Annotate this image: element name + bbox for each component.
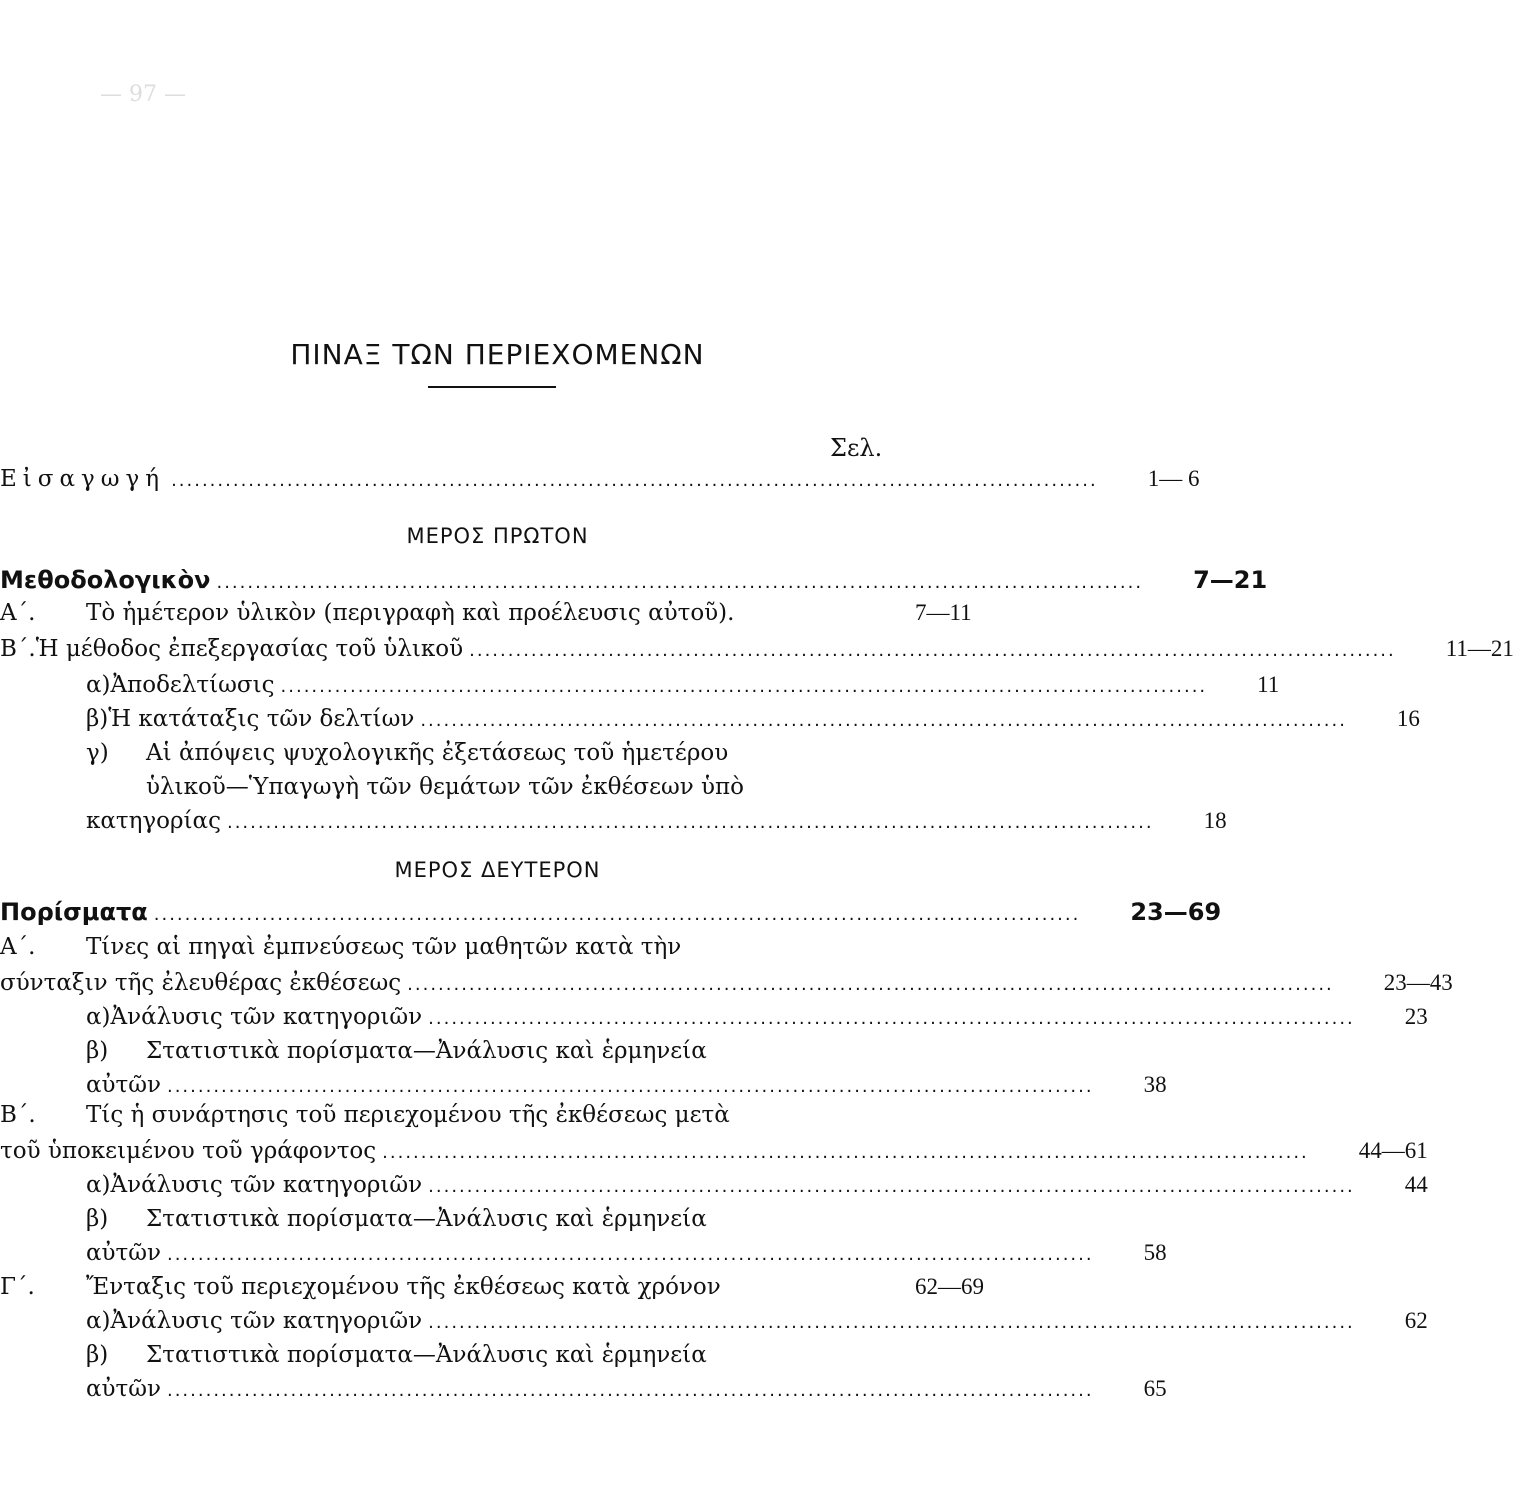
dot-leader: ........................................................................................................................ xyxy=(166,1244,1094,1265)
dot-leader: ........................................................................................................................ xyxy=(226,812,1154,833)
entry-text: Ἀποδελτίωσις xyxy=(110,672,275,698)
entry-page: 18 xyxy=(1203,808,1227,833)
toc-entry xyxy=(0,1004,1428,1038)
dot-leader: ........................................................................................................................ xyxy=(382,1142,1309,1163)
entry-label: α) xyxy=(86,672,111,698)
toc-entry xyxy=(0,808,1227,842)
entry-label: γ) xyxy=(86,740,109,766)
toc-entry xyxy=(0,1138,1428,1172)
entry-page: 62 xyxy=(1404,1308,1428,1333)
toc-entry xyxy=(0,1274,995,1308)
entry-label: β) xyxy=(86,706,109,732)
dot-leader: ........................................................................................................................ xyxy=(166,1076,1094,1097)
page-column-header: Σελ. xyxy=(830,434,883,462)
title-underline xyxy=(428,386,556,388)
entry-label: α) xyxy=(86,1004,111,1030)
entry-label: α) xyxy=(86,1172,111,1198)
part-heading-first: ΜΕΡΟΣ ΠΡΩΤΟΝ xyxy=(406,524,589,548)
page-title: ΠΙΝΑΞ ΤΩΝ ΠΕΡΙΕΧΟΜΕΝΩΝ xyxy=(290,338,705,371)
entry-page: 62—69 xyxy=(915,1274,984,1299)
entry-page: 65 xyxy=(1143,1376,1167,1401)
entry-page: 58 xyxy=(1143,1240,1167,1265)
dot-leader: ........................................................................................................................ xyxy=(280,676,1208,697)
entry-page: 44—61 xyxy=(1358,1138,1428,1163)
entry-page: 11 xyxy=(1257,672,1280,697)
dot-leader: ........................................................................................................................ xyxy=(407,974,1334,995)
entry-label: Β΄. xyxy=(0,636,36,662)
entry-page: 44 xyxy=(1404,1172,1428,1197)
page-number: — 97 — xyxy=(100,82,186,107)
toc-entry xyxy=(0,1342,995,1376)
entry-label: β) xyxy=(86,1206,109,1232)
entry-text: Ἀνάλυσις τῶν κατηγοριῶν xyxy=(110,1308,423,1334)
entry-text: αὐτῶν xyxy=(86,1376,161,1402)
entry-text: Ἡ μέθοδος ἐπεξεργασίας τοῦ ὑλικοῦ xyxy=(35,636,464,662)
entry-page: 38 xyxy=(1143,1072,1167,1097)
entry-label: α) xyxy=(86,1308,111,1334)
entry-text: Εἰσαγωγή xyxy=(0,466,166,492)
entry-label: β) xyxy=(86,1038,109,1064)
toc-entry xyxy=(0,1102,995,1136)
dot-leader: ........................................................................................................................ xyxy=(428,1312,1355,1333)
entry-text: Ἡ κατάταξις τῶν δελτίων xyxy=(108,706,415,732)
toc-entry xyxy=(0,1240,1167,1274)
dot-leader: ........................................................................................................................ xyxy=(469,640,1396,661)
entry-text: αὐτῶν xyxy=(86,1072,161,1098)
entry-text: κατηγορίας xyxy=(86,808,221,834)
entry-page: 7—21 xyxy=(1193,566,1268,594)
toc-entry xyxy=(0,740,995,774)
entry-page: 23—69 xyxy=(1130,898,1222,926)
toc-entry xyxy=(0,1172,1428,1206)
entry-text: Τὸ ἡμέτερον ὑλικὸν (περιγραφὴ καὶ προέλευσις αὐτοῦ). xyxy=(86,600,735,626)
entry-text: τοῦ ὑποκειμένου τοῦ γράφοντος xyxy=(0,1138,377,1164)
entry-text: Στατιστικὰ πορίσματα—Ἀνάλυσις καὶ ἑρμηνεία xyxy=(146,1342,707,1368)
entry-text: Ἀνάλυσις τῶν κατηγοριῶν xyxy=(110,1004,423,1030)
entry-page: 7—11 xyxy=(915,600,972,625)
entry-text: Τίς ἡ συνάρτησις τοῦ περιεχομένου τῆς ἐκθέσεως μετὰ xyxy=(86,1102,730,1128)
dot-leader: ........................................................................................................................ xyxy=(420,710,1347,731)
entry-page: 16 xyxy=(1396,706,1420,731)
dot-leader: ........................................................................................................................ xyxy=(428,1176,1355,1197)
entry-text: Μεθοδολογικὸν xyxy=(0,566,211,594)
toc-entry xyxy=(0,1376,1167,1410)
dot-leader: ........................................................................................................................ xyxy=(166,1380,1094,1401)
entry-text: Πορίσματα xyxy=(0,898,148,926)
entry-label: Α΄. xyxy=(0,934,36,960)
entry-text: Ἔνταξις τοῦ περιεχομένου τῆς ἐκθέσεως κατὰ χρόνον xyxy=(86,1274,721,1300)
dot-leader: ........................................................................................................................ xyxy=(216,572,1144,593)
entry-text: αὐτῶν xyxy=(86,1240,161,1266)
toc-entry xyxy=(0,774,995,808)
toc-entry xyxy=(0,970,1453,1004)
entry-page: 23 xyxy=(1404,1004,1428,1029)
toc-entry xyxy=(0,1206,995,1240)
toc-entry xyxy=(0,600,995,634)
toc-entry xyxy=(0,706,1420,740)
entry-text: Ἀνάλυσις τῶν κατηγοριῶν xyxy=(110,1172,423,1198)
toc-entry xyxy=(0,898,1222,932)
dot-leader: ........................................................................................................................ xyxy=(428,1008,1355,1029)
entry-text: Στατιστικὰ πορίσματα—Ἀνάλυσις καὶ ἑρμηνεία xyxy=(146,1038,707,1064)
entry-text: Αἱ ἀπόψεις ψυχολογικῆς ἐξετάσεως τοῦ ἡμετέρου xyxy=(146,740,729,766)
entry-page: 11—21 xyxy=(1445,636,1514,661)
entry-text: ὑλικοῦ—Ὑπαγωγὴ τῶν θεμάτων τῶν ἐκθέσεων ὑπὸ xyxy=(146,774,744,800)
dot-leader: ........................................................................................................................ xyxy=(171,470,1098,491)
entry-page: 1— 6 xyxy=(1147,466,1200,491)
entry-text: σύνταξιν τῆς ἐλευθέρας ἐκθέσεως xyxy=(0,970,402,996)
entry-label: β) xyxy=(86,1342,109,1368)
entry-page: 23—43 xyxy=(1383,970,1453,995)
toc-entry xyxy=(0,672,1280,706)
entry-text: Στατιστικὰ πορίσματα—Ἀνάλυσις καὶ ἑρμηνεία xyxy=(146,1206,707,1232)
toc-entry xyxy=(0,1072,1167,1106)
dot-leader: ........................................................................................................................ xyxy=(153,904,1081,925)
toc-entry xyxy=(0,566,1268,600)
entry-label: Γ΄. xyxy=(0,1274,35,1300)
entry-label: Β΄. xyxy=(0,1102,36,1128)
part-heading-second: ΜΕΡΟΣ ΔΕΥΤΕΡΟΝ xyxy=(394,858,601,882)
toc-entry xyxy=(0,1308,1428,1342)
toc-entry xyxy=(0,1038,995,1072)
entry-text: Τίνες αἱ πηγαὶ ἐμπνεύσεως τῶν μαθητῶν κατὰ τὴν xyxy=(86,934,682,960)
entry-label: Α΄. xyxy=(0,600,36,626)
toc-entry-intro xyxy=(0,466,1200,500)
toc-entry xyxy=(0,934,995,968)
toc-entry xyxy=(0,636,1514,670)
